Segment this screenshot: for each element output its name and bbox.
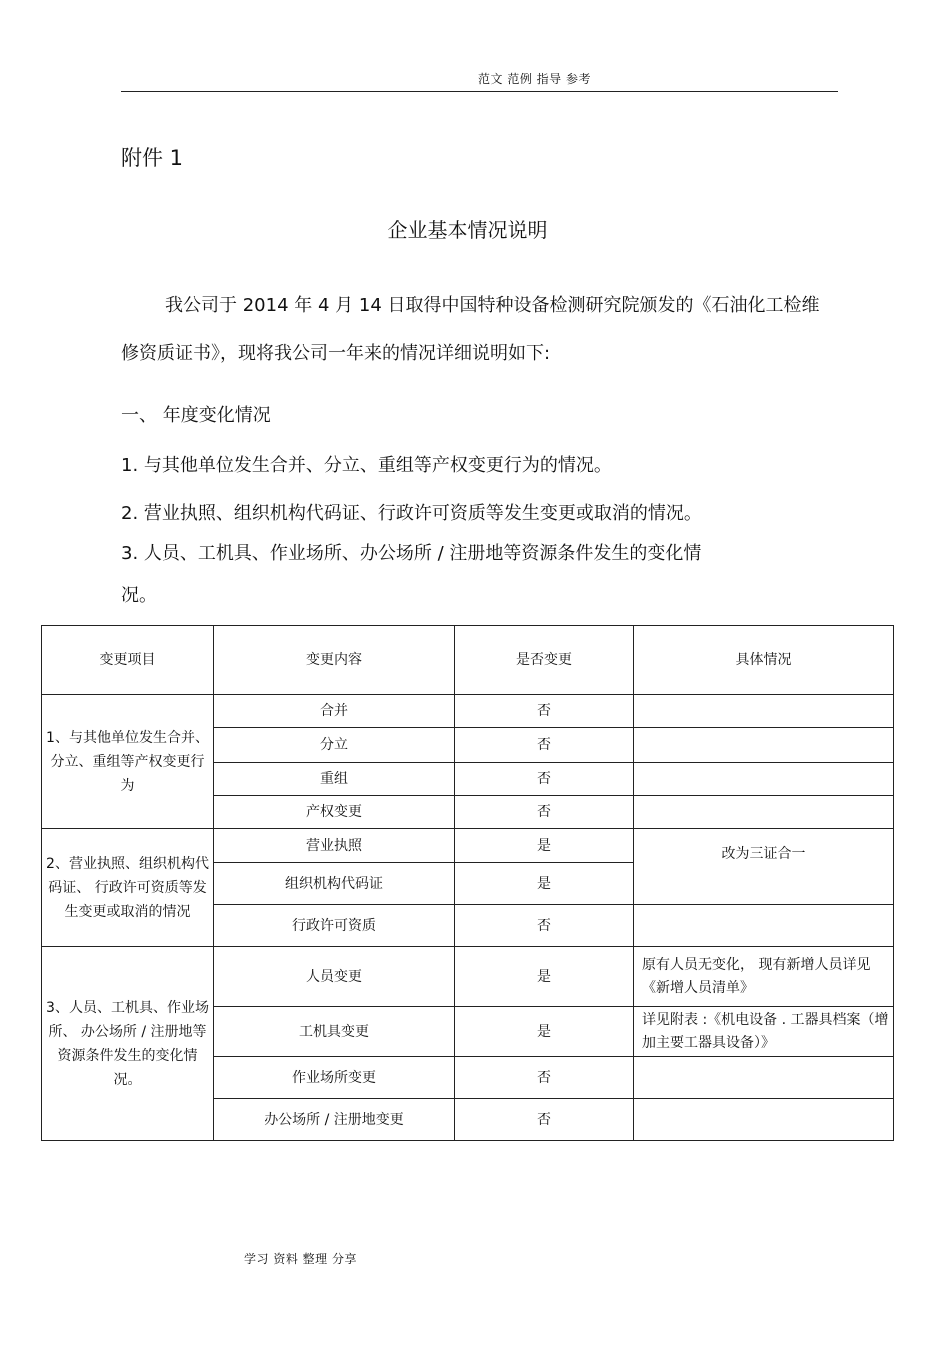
table-row — [42, 829, 894, 863]
changed-cell: 否 — [455, 763, 634, 796]
changed-cell: 否 — [455, 728, 634, 763]
detail-cell: 详见附表 :《机电设备 . 工器具档案（增加主要工器具设备）》 — [634, 1007, 894, 1057]
changed-cell: 否 — [455, 796, 634, 829]
table-row — [42, 695, 894, 728]
list-item-3 — [121, 540, 826, 610]
header-divider — [121, 91, 838, 92]
content-cell: 作业场所变更 — [214, 1057, 455, 1099]
content-cell: 办公场所 / 注册地变更 — [214, 1099, 455, 1141]
page-header: 范文 范例 指导 参考 — [478, 72, 591, 86]
detail-cell — [634, 695, 894, 728]
detail-cell — [634, 905, 894, 947]
changed-cell: 否 — [455, 695, 634, 728]
changed-cell: 是 — [455, 863, 634, 905]
content-cell: 合并 — [214, 695, 455, 728]
category-cell-3: 3、人员、工机具、作业场所、 办公场所 / 注册地等资源条件发生的变化情况。 — [42, 947, 214, 1141]
section-heading-1: 一、 年度变化情况 — [121, 405, 271, 426]
list-item-3-line2: 况。 — [121, 585, 157, 606]
table-row — [42, 947, 894, 1007]
header-changed: 是否变更 — [455, 626, 634, 695]
list-item-1: 1. 与其他单位发生合并、分立、重组等产权变更行为的情况。 — [121, 455, 612, 476]
changed-cell: 否 — [455, 1099, 634, 1141]
content-cell: 组织机构代码证 — [214, 863, 455, 905]
changed-cell: 是 — [455, 829, 634, 863]
attachment-label: 附件 1 — [121, 146, 184, 170]
document-title: 企业基本情况说明 — [387, 218, 548, 242]
content-cell: 行政许可资质 — [214, 905, 455, 947]
detail-cell — [634, 796, 894, 829]
detail-cell — [634, 728, 894, 763]
content-cell: 人员变更 — [214, 947, 455, 1007]
header-details: 具体情况 — [634, 626, 894, 695]
changed-cell: 是 — [455, 947, 634, 1007]
detail-cell — [634, 763, 894, 796]
changed-cell: 否 — [455, 1057, 634, 1099]
content-cell: 重组 — [214, 763, 455, 796]
content-cell: 分立 — [214, 728, 455, 763]
changed-cell: 否 — [455, 905, 634, 947]
category-cell-1: 1、与其他单位发生合并、分立、重组等产权变更行为 — [42, 695, 214, 829]
detail-cell — [634, 1099, 894, 1141]
header-change-item: 变更项目 — [42, 626, 214, 695]
detail-cell — [634, 1057, 894, 1099]
intro-paragraph: 我公司于 2014 年 4 月 14 日取得中国特种设备检测研究院颁发的《石油化工检维修资质证书》，现将我公司一年来的情况详细说明如下: — [121, 295, 820, 364]
page-footer: 学习 资料 整理 分享 — [244, 1252, 357, 1266]
detail-cell-merged: 改为三证合一 — [634, 829, 894, 905]
detail-cell: 原有人员无变化， 现有新增人员详见《新增人员清单》 — [634, 947, 894, 1007]
table-header-row — [42, 626, 894, 695]
content-cell: 产权变更 — [214, 796, 455, 829]
header-change-content: 变更内容 — [214, 626, 455, 695]
content-cell: 营业执照 — [214, 829, 455, 863]
category-cell-2: 2、营业执照、组织机构代码证、 行政许可资质等发生变更或取消的情况 — [42, 829, 214, 947]
list-item-3-line1: 3. 人员、工机具、作业场所、办公场所 / 注册地等资源条件发生的变化情 — [121, 543, 702, 564]
content-cell: 工机具变更 — [214, 1007, 455, 1057]
change-table — [41, 625, 894, 1141]
changed-cell: 是 — [455, 1007, 634, 1057]
list-item-2: 2. 营业执照、组织机构代码证、行政许可资质等发生变更或取消的情况。 — [121, 503, 702, 524]
